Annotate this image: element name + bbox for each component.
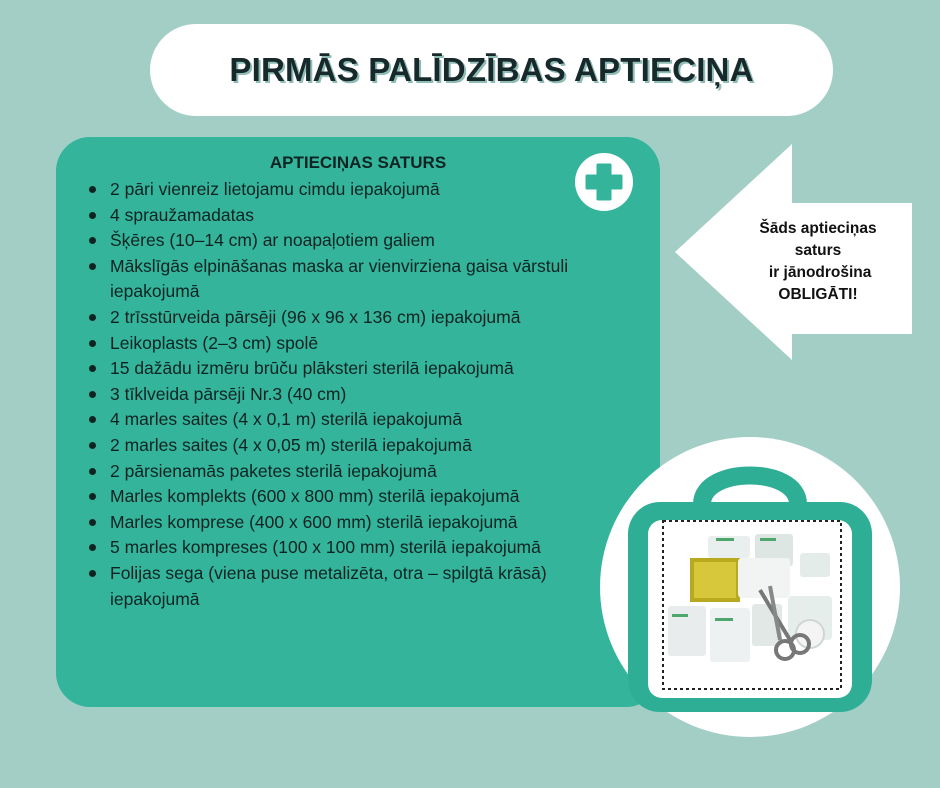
list-item: Marles komprese (400 x 600 mm) sterilā iepakojumā	[86, 510, 606, 536]
list-item: Leikoplasts (2–3 cm) spolē	[86, 331, 606, 357]
callout-line: saturs	[794, 242, 842, 259]
contents-card	[56, 137, 660, 707]
list-item: 2 trīsstūrveida pārsēji (96 x 96 x 136 cm) iepakojumā	[86, 305, 606, 331]
list-item: 2 marles saites (4 x 0,05 m) sterilā iepakojumā	[86, 433, 606, 459]
list-item: 2 pāri vienreiz lietojamu cimdu iepakojumā	[86, 177, 606, 203]
list-item: 4 spraužamadatas	[86, 203, 606, 229]
list-item: Šķēres (10–14 cm) ar noapaļotiem galiem	[86, 228, 606, 254]
list-item: 3 tīklveida pārsēji Nr.3 (40 cm)	[86, 382, 606, 408]
contents-heading: APTIECIŅAS SATURS	[269, 153, 447, 172]
list-item: 15 dažādu izmēru brūču plāksteri sterilā iepakojumā	[86, 356, 606, 382]
first-aid-kit-image	[620, 458, 880, 720]
callout-line: OBLIGĀTI!	[778, 286, 858, 303]
list-item: 2 pārsienamās paketes sterilā iepakojumā	[86, 459, 606, 485]
medical-plus-icon	[575, 153, 633, 211]
list-item: 5 marles kompreses (100 x 100 mm) sterilā iepakojumā	[86, 535, 606, 561]
callout-text	[728, 218, 908, 306]
callout-line: ir jānodrošina	[764, 264, 872, 281]
list-item: Mākslīgās elpināšanas maska ar vienvirziena gaisa vārstuli iepakojumā	[86, 254, 606, 305]
list-item: 4 marles saites (4 x 0,1 m) sterilā iepakojumā	[86, 407, 606, 433]
contents-list	[86, 177, 606, 612]
title-banner	[150, 24, 833, 116]
list-item: Marles komplekts (600 x 800 mm) sterilā iepakojumā	[86, 484, 606, 510]
page-title: PIRMĀS PALĪDZĪBAS APTIECIŅA	[229, 51, 754, 88]
list-item: Folijas sega (viena puse metalizēta, otra – spilgtā krāsā) iepakojumā	[86, 561, 606, 612]
callout-line: Šāds aptieciņas	[759, 220, 877, 237]
